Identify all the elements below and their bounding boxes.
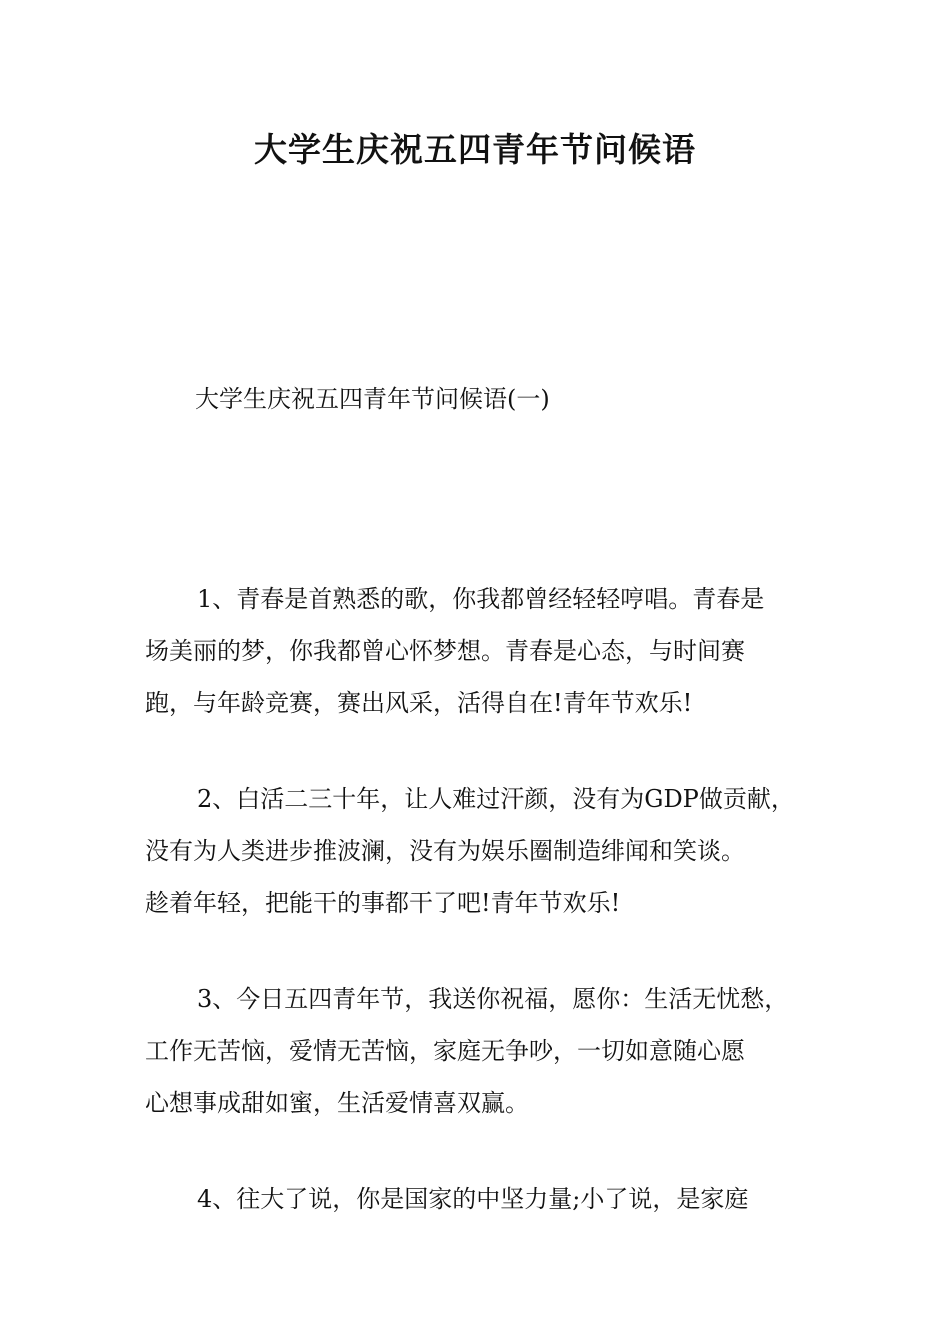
paragraph-line: 心想事成甜如蜜，生活爱情喜双赢。 xyxy=(145,1089,529,1117)
document-title: 大学生庆祝五四青年节问候语 xyxy=(254,130,696,169)
paragraph-2 xyxy=(145,773,845,929)
paragraph-line: 工作无苦恼，爱情无苦恼，家庭无争吵，一切如意随心愿 xyxy=(145,1037,745,1065)
paragraph-line: 没有为人类进步推波澜，没有为娱乐圈制造绯闻和笑谈。 xyxy=(145,837,745,865)
paragraph-line: 趁着年轻，把能干的事都干了吧!青年节欢乐! xyxy=(145,889,621,917)
section-heading: 大学生庆祝五四青年节问候语(一) xyxy=(195,385,550,413)
paragraph-line: 2、白活二三十年，让人难过汗颜，没有为GDP做贡献， xyxy=(197,785,795,813)
paragraph-line: 跑，与年龄竞赛，赛出风采，活得自在!青年节欢乐! xyxy=(145,689,693,717)
paragraph-1 xyxy=(145,573,845,729)
paragraph-line: 1、青春是首熟悉的歌，你我都曾经轻轻哼唱。青春是 xyxy=(197,585,765,613)
paragraph-3 xyxy=(145,973,845,1129)
paragraph-line: 4、往大了说，你是国家的中坚力量;小了说，是家庭 xyxy=(197,1185,749,1213)
paragraph-line: 3、今日五四青年节，我送你祝福，愿你：生活无忧愁， xyxy=(197,985,789,1013)
paragraph-line: 场美丽的梦，你我都曾心怀梦想。青春是心态，与时间赛 xyxy=(145,637,745,665)
paragraph-4 xyxy=(145,1173,845,1225)
